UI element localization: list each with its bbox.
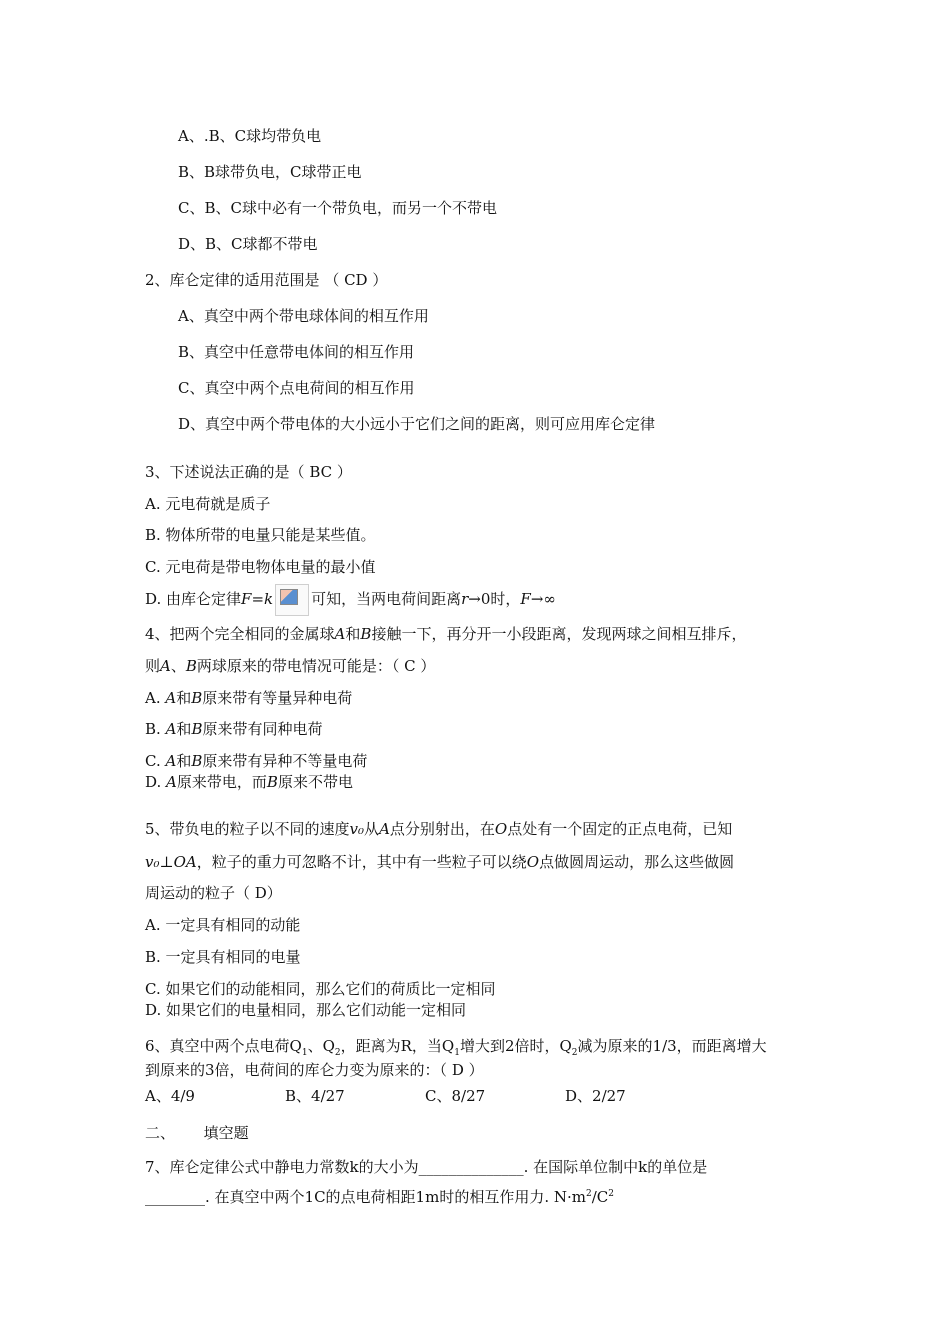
q6-option-a: A、4/9 [145, 1087, 195, 1105]
q5-option-b: B. 一定具有相同的电量 [145, 948, 301, 966]
q3-d-formula: F=k [241, 590, 274, 608]
q1-option-c: C、B、C球中必有一个带负电，而另一个不带电 [178, 199, 497, 217]
section-heading: 二、 填空题 [145, 1124, 249, 1142]
q7-line2: ________. 在真空中两个1C的点电荷相距1m时的相互作用力. $N\cdot m^2/C^2$ [145, 1188, 614, 1206]
q2-option-c: C、真空中两个点电荷间的相互作用 [178, 379, 415, 397]
q3-option-b: B. 物体所带的电量只能是某些值。 [145, 526, 376, 544]
q5-stem-line1: 5、带负电的粒子以不同的速度v₀从A点分别射出，在O点处有一个固定的正点电荷，已知 [145, 820, 733, 838]
q3-d-prefix: D. 由库仑定律 [145, 590, 242, 608]
q2-option-a: A、真空中两个带电球体间的相互作用 [178, 307, 429, 325]
q5-option-a: A. 一定具有相同的动能 [145, 916, 301, 934]
q3-option-d [145, 584, 556, 616]
q2-stem: 2、库仑定律的适用范围是 （ CD ） [145, 271, 388, 289]
q6-options [145, 1086, 705, 1106]
q4-stem-line1: 4、把两个完全相同的金属球A和B接触一下，再分开一小段距离，发现两球之间相互排斥， [145, 625, 747, 643]
q4-stem-line2: 则A、B两球原来的带电情况可能是：（ C ） [145, 657, 436, 675]
q4-option-c: C. A和B原来带有异种不等量电荷 [145, 752, 368, 770]
q3-stem: 3、下述说法正确的是（ BC ） [145, 463, 352, 481]
q1-option-a: A、.B、C球均带负电 [178, 127, 322, 145]
q1-option-d: D、B、C球都不带电 [178, 235, 318, 253]
q4-option-d: D. A原来带电，而B原来不带电 [145, 773, 353, 791]
q1-option-b: B、B球带负电，C球带正电 [178, 163, 362, 181]
q5-stem-line2: v₀⊥OA，粒子的重力可忽略不计，其中有一些粒子可以绕O点做圆周运动，那么这些做圆 [145, 853, 735, 871]
q4-option-a: A. A和B原来带有等量异种电荷 [145, 689, 353, 707]
q6-stem-line2: 到原来的3倍，电荷间的库仑力变为原来的：（ D ） [145, 1061, 484, 1079]
q3-d-arrow: →0时， [468, 590, 521, 608]
q7-line1: 7、库仑定律公式中静电力常数k的大小为______________. 在国际单位制中k的单位是 [145, 1158, 708, 1176]
q4-option-b: B. A和B原来带有同种电荷 [145, 720, 323, 738]
q5-stem-line3: 周运动的粒子（ D） [145, 884, 282, 902]
q6-option-b: B、4/27 [285, 1087, 345, 1105]
q3-option-a: A. 元电荷就是质子 [145, 495, 271, 513]
formula-image-icon [275, 584, 309, 616]
q3-d-f: F [520, 590, 531, 608]
q6-option-d: D、2/27 [565, 1087, 626, 1105]
q5-option-c: C. 如果它们的动能相同，那么它们的荷质比一定相同 [145, 980, 496, 998]
q3-d-mid: 可知，当两电荷间距离 [311, 590, 462, 608]
q3-d-r: r [461, 590, 469, 608]
q6-stem-line1: 6、真空中两个点电荷$Q_1$、$Q_2$，距离为R，当$Q_1$增大到2倍时，$Q_2$减为原来的1/3，而距离增大 [145, 1037, 767, 1058]
q2-option-b: B、真空中任意带电体间的相互作用 [178, 343, 415, 361]
q6-option-c: C、8/27 [425, 1087, 486, 1105]
q3-d-end: →∞ [530, 590, 556, 608]
q3-option-c: C. 元电荷是带电物体电量的最小值 [145, 558, 376, 576]
q2-option-d: D、真空中两个带电体的大小远小于它们之间的距离，则可应用库仑定律 [178, 415, 656, 433]
q5-option-d: D. 如果它们的电量相同，那么它们动能一定相同 [145, 1001, 467, 1019]
